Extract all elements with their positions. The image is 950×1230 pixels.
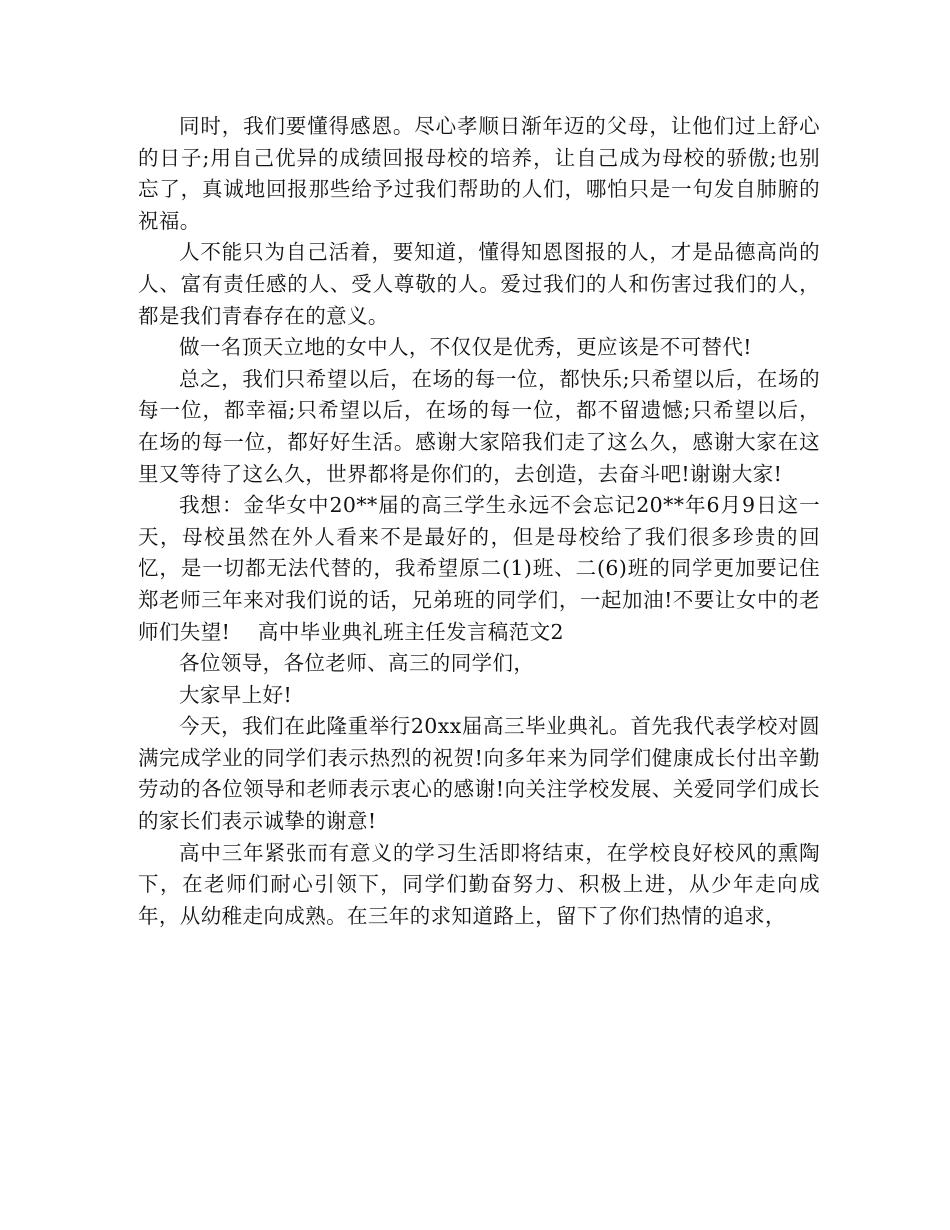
paragraph-i-think: 我想：金华女中20**届的高三学生永远不会忘记20**年6月9日这一天，母校虽然在外人看来不是最好的，但是母校给了我们很多珍贵的回忆，是一切都无法代替的，我希望原二(1)班、二(6)班的同学更加要记住郑老师三年来对我们说的话，兄弟班的同学们，一起加油!不要让女中的老师们失望! 高中毕业典礼班主任发言稿范文2 — [138, 493, 820, 644]
paragraph-three-years: 高中三年紧张而有意义的学习生活即将结束，在学校良好校风的熏陶下，在老师们耐心引领下，同学们勤奋努力、积极上进，从少年走向成年，从幼稚走向成熟。在三年的求知道路上，留下了你们热情的追求， — [138, 840, 820, 928]
paragraph-gratitude: 同时，我们要懂得感恩。尽心孝顺日渐年迈的父母，让他们过上舒心的日子;用自己优异的成绩回报母校的培养，让自己成为母校的骄傲;也别忘了，真诚地回报那些给予过我们帮助的人们，哪怕只是一句发自肺腑的祝福。 — [138, 114, 820, 233]
paragraph-good-morning: 大家早上好! — [179, 682, 293, 707]
paragraph-greeting-audience: 各位领导，各位老师、高三的同学们， — [179, 651, 535, 676]
paragraph-wishes: 总之，我们只希望以后，在场的每一位，都快乐;只希望以后，在场的每一位，都幸福;只希望以后，在场的每一位，都不留遗憾;只希望以后，在场的每一位，都好好生活。感谢大家陪我们走了这么久，感谢大家在这里又等待了这么久，世界都将是你们的，去创造，去奋斗吧!谢谢大家! — [138, 366, 820, 486]
paragraph-irreplaceable: 做一名顶天立地的女中人，不仅仅是优秀，更应该是不可替代! — [179, 335, 752, 360]
paragraph-not-only-for-self: 人不能只为自己活着，要知道，懂得知恩图报的人，才是品德高尚的人、富有责任感的人、受人尊敬的人。爱过我们的人和伤害过我们的人，都是我们青春存在的意义。 — [138, 240, 820, 328]
paragraph-ceremony-today: 今天，我们在此隆重举行20xx届高三毕业典礼。首先我代表学校对圆满完成学业的同学们表示热烈的祝贺!向多年来为同学们健康成长付出辛勤劳动的各位领导和老师表示衷心的感谢!向关注学校发展、关爱同学们成长的家长们表示诚挚的谢意! — [138, 714, 820, 834]
document-page — [138, 111, 820, 932]
